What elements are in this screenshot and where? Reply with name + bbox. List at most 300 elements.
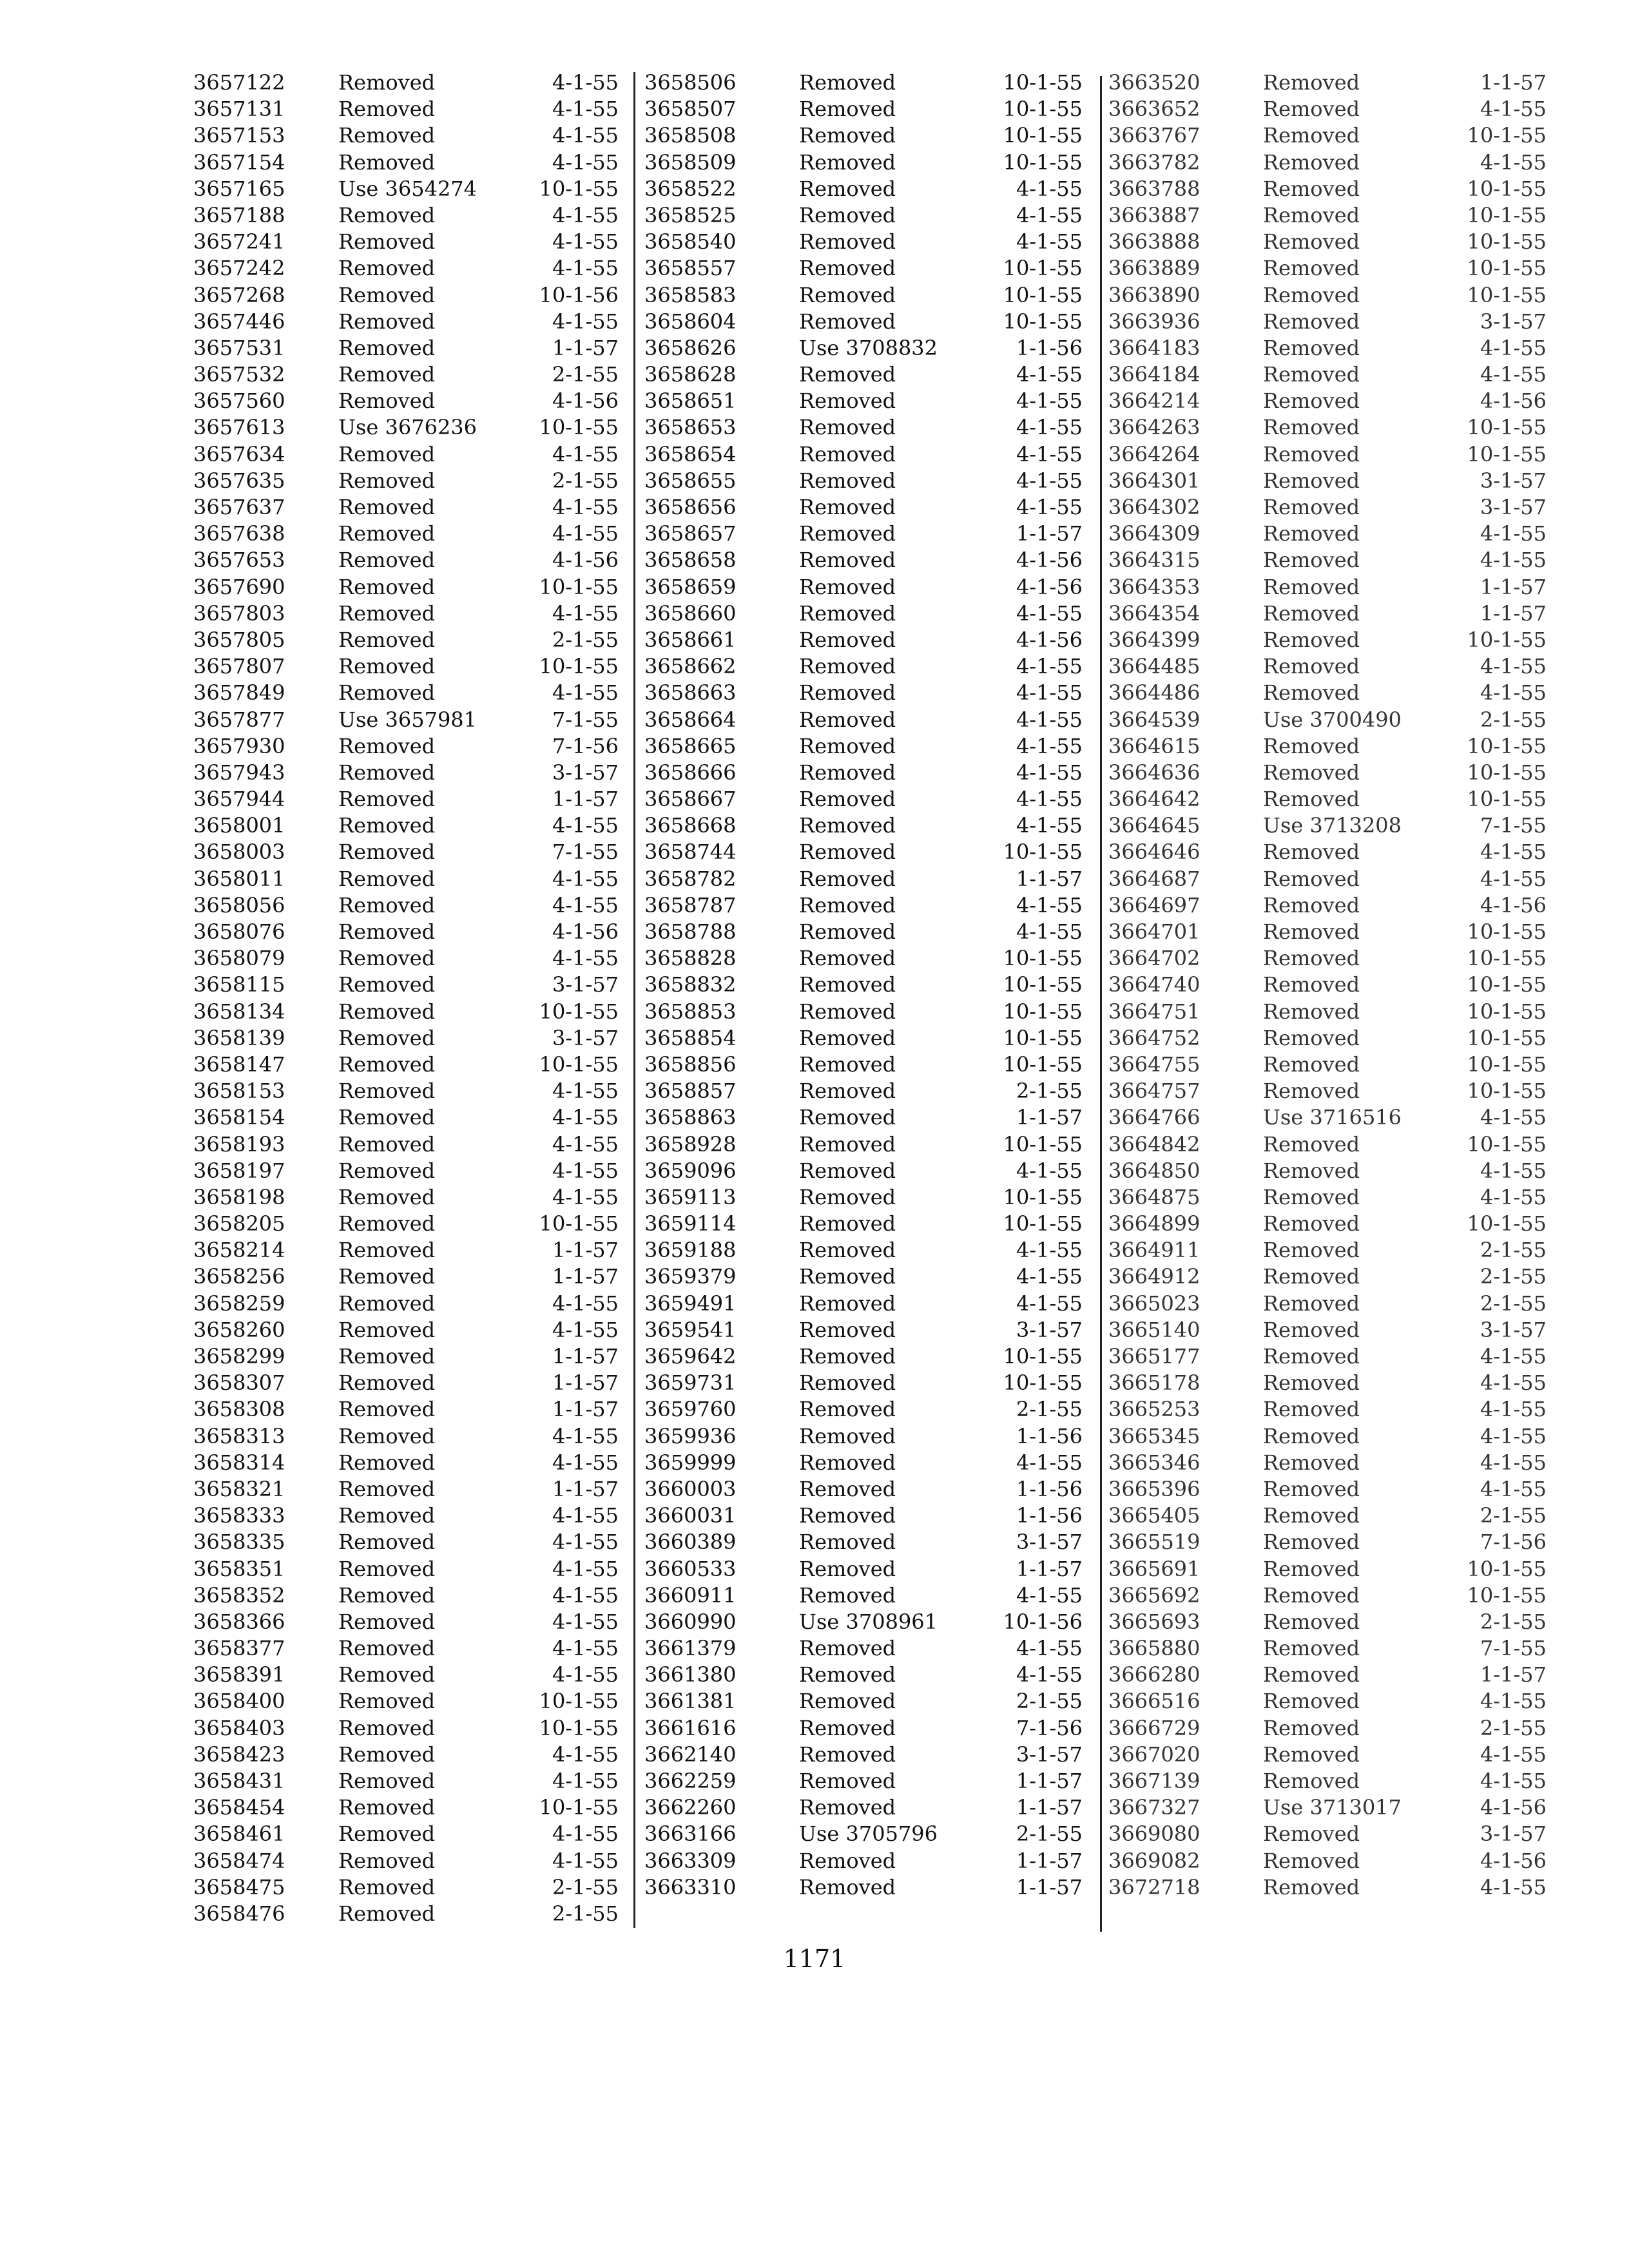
table-row <box>193 707 631 733</box>
part-number: 3659096 <box>644 1158 737 1183</box>
part-number: 3665177 <box>1108 1344 1200 1369</box>
status-text: Removed <box>1263 1344 1360 1369</box>
status-text: Removed <box>338 1556 436 1581</box>
status-text: Removed <box>1263 866 1360 891</box>
table-row <box>644 1715 1095 1742</box>
effective-date: 10-1-55 <box>539 1211 619 1236</box>
table-row <box>1108 999 1559 1025</box>
table-row <box>193 1131 631 1158</box>
effective-date: 3-1-57 <box>552 1025 619 1050</box>
part-number: 3658001 <box>193 813 285 838</box>
effective-date: 4-1-55 <box>552 149 619 175</box>
table-row <box>193 1476 631 1503</box>
effective-date: 2-1-55 <box>1016 1079 1083 1104</box>
part-number: 3658668 <box>644 813 737 838</box>
part-number: 3666516 <box>1108 1689 1200 1714</box>
table-row <box>193 1848 631 1874</box>
status-text: Removed <box>338 468 436 493</box>
part-number: 3665693 <box>1108 1609 1200 1634</box>
effective-date: 4-1-55 <box>552 1503 619 1528</box>
effective-date: 10-1-55 <box>1467 999 1547 1024</box>
status-text: Removed <box>1263 1848 1360 1873</box>
table-row <box>193 96 631 122</box>
table-row <box>193 839 631 865</box>
status-text: Removed <box>338 1450 436 1475</box>
part-number: 3658667 <box>644 787 737 812</box>
status-text: Removed <box>338 654 436 679</box>
status-text: Removed <box>1263 97 1360 122</box>
part-number: 3658658 <box>644 548 737 573</box>
effective-date: 4-1-56 <box>552 548 619 573</box>
part-number: 3658154 <box>193 1105 285 1130</box>
effective-date: 10-1-55 <box>1467 919 1547 944</box>
effective-date: 4-1-56 <box>1480 892 1547 918</box>
part-number: 3663310 <box>644 1874 737 1899</box>
part-number: 3658333 <box>193 1503 285 1528</box>
status-text: Removed <box>799 70 896 95</box>
part-number: 3664353 <box>1108 574 1200 599</box>
status-text: Removed <box>1263 1609 1360 1634</box>
status-text: Removed <box>338 548 436 573</box>
status-text: Removed <box>338 627 436 652</box>
table-row <box>1108 760 1559 786</box>
part-number: 3658423 <box>193 1742 285 1767</box>
part-number: 3669080 <box>1108 1821 1200 1847</box>
status-text: Removed <box>1263 1556 1360 1581</box>
status-text: Use 3654274 <box>338 176 477 201</box>
table-row <box>1108 1052 1559 1078</box>
part-number: 3659379 <box>644 1264 737 1289</box>
status-text: Removed <box>799 521 896 546</box>
status-text: Removed <box>799 1582 896 1608</box>
table-row <box>1108 1237 1559 1264</box>
page-number: 1171 <box>783 1945 846 1973</box>
part-number: 3658832 <box>644 972 737 997</box>
part-number: 3658214 <box>193 1238 285 1263</box>
effective-date: 4-1-55 <box>552 1556 619 1581</box>
effective-date: 3-1-57 <box>1016 1317 1083 1342</box>
part-number: 3657560 <box>193 389 285 414</box>
status-text: Removed <box>799 972 896 997</box>
effective-date: 4-1-55 <box>1480 1105 1547 1130</box>
table-row <box>193 229 631 255</box>
status-text: Removed <box>799 1874 896 1899</box>
table-row <box>193 361 631 388</box>
status-text: Removed <box>1263 362 1360 387</box>
part-number: 3658377 <box>193 1636 285 1661</box>
effective-date: 4-1-55 <box>552 256 619 281</box>
part-number: 3659760 <box>644 1397 737 1422</box>
part-number: 3664755 <box>1108 1052 1200 1077</box>
effective-date: 4-1-55 <box>552 1131 619 1157</box>
table-row <box>644 1370 1095 1396</box>
effective-date: 4-1-55 <box>552 309 619 334</box>
part-number: 3658507 <box>644 97 737 122</box>
effective-date: 4-1-55 <box>1016 1662 1083 1687</box>
part-number: 3659188 <box>644 1238 737 1263</box>
part-number: 3667327 <box>1108 1795 1200 1820</box>
part-number: 3658476 <box>193 1901 285 1926</box>
status-text: Removed <box>338 1423 436 1448</box>
part-number: 3658665 <box>644 733 737 758</box>
table-row <box>1108 547 1559 573</box>
part-number: 3664642 <box>1108 787 1200 812</box>
effective-date: 10-1-55 <box>539 654 619 679</box>
effective-date: 1-1-57 <box>552 1370 619 1396</box>
status-text: Removed <box>1263 1131 1360 1157</box>
effective-date: 4-1-55 <box>1480 1158 1547 1183</box>
table-row <box>193 601 631 627</box>
effective-date: 1-1-57 <box>552 1344 619 1369</box>
column-divider <box>1100 76 1102 1932</box>
table-row <box>193 733 631 760</box>
table-row <box>193 680 631 706</box>
part-number: 3657944 <box>193 787 285 812</box>
status-text: Removed <box>1263 1874 1360 1899</box>
table-row <box>1108 468 1559 494</box>
status-text: Removed <box>338 97 436 122</box>
effective-date: 4-1-55 <box>1480 1874 1547 1899</box>
status-text: Removed <box>1263 1291 1360 1316</box>
table-row <box>193 1901 631 1927</box>
part-number: 3667020 <box>1108 1742 1200 1767</box>
part-number: 3665346 <box>1108 1450 1200 1475</box>
table-row <box>1108 1503 1559 1529</box>
part-number: 3661379 <box>644 1636 737 1661</box>
part-number: 3658655 <box>644 468 737 493</box>
status-text: Removed <box>799 1662 896 1687</box>
part-number: 3659999 <box>644 1450 737 1475</box>
status-text: Removed <box>799 627 896 652</box>
table-row <box>193 1742 631 1768</box>
table-row <box>644 414 1095 441</box>
effective-date: 4-1-55 <box>1016 202 1083 227</box>
table-row <box>193 1237 631 1264</box>
part-number: 3659491 <box>644 1291 737 1316</box>
effective-date: 4-1-56 <box>1016 548 1083 573</box>
effective-date: 2-1-55 <box>1480 1503 1547 1528</box>
effective-date: 4-1-55 <box>1480 548 1547 573</box>
status-text: Removed <box>338 1582 436 1608</box>
table-row <box>193 1662 631 1688</box>
status-text: Removed <box>799 1848 896 1873</box>
status-text: Removed <box>338 70 436 95</box>
status-text: Removed <box>338 1874 436 1899</box>
table-row <box>193 388 631 414</box>
table-row <box>1108 441 1559 468</box>
part-number: 3658153 <box>193 1079 285 1104</box>
table-row <box>193 441 631 468</box>
part-number: 3662140 <box>644 1742 737 1767</box>
status-text: Removed <box>799 1689 896 1714</box>
status-text: Use 3716516 <box>1263 1105 1402 1130</box>
status-text: Removed <box>1263 999 1360 1024</box>
part-number: 3658604 <box>644 309 737 334</box>
status-text: Removed <box>799 548 896 573</box>
table-row <box>1108 1158 1559 1184</box>
part-number: 3664687 <box>1108 866 1200 891</box>
column-divider <box>633 72 635 1928</box>
status-text: Removed <box>799 574 896 599</box>
part-number: 3658400 <box>193 1689 285 1714</box>
part-number: 3658193 <box>193 1131 285 1157</box>
effective-date: 4-1-55 <box>552 1662 619 1687</box>
effective-date: 1-1-57 <box>1016 1105 1083 1130</box>
table-row <box>1108 202 1559 229</box>
table-row <box>644 1343 1095 1370</box>
table-row <box>644 1609 1095 1635</box>
effective-date: 2-1-55 <box>552 1901 619 1926</box>
status-text: Removed <box>338 1397 436 1422</box>
status-text: Use 3705796 <box>799 1821 938 1847</box>
table-row <box>1108 494 1559 521</box>
part-number: 3657805 <box>193 627 285 652</box>
table-row <box>193 786 631 812</box>
status-text: Removed <box>799 1769 896 1793</box>
effective-date: 4-1-55 <box>552 123 619 148</box>
status-text: Removed <box>338 1901 436 1926</box>
effective-date: 4-1-56 <box>552 389 619 414</box>
effective-date: 4-1-56 <box>1016 627 1083 652</box>
effective-date: 10-1-55 <box>1003 972 1083 997</box>
table-row <box>1108 707 1559 733</box>
effective-date: 10-1-55 <box>1467 627 1547 652</box>
effective-date: 4-1-55 <box>1016 760 1083 785</box>
effective-date: 1-1-57 <box>552 1238 619 1263</box>
table-row <box>1108 521 1559 547</box>
table-row <box>644 122 1095 149</box>
part-number: 3658656 <box>644 495 737 519</box>
status-text: Removed <box>1263 123 1360 148</box>
status-text: Removed <box>799 309 896 334</box>
table-row <box>644 627 1095 653</box>
effective-date: 7-1-56 <box>1480 1530 1547 1555</box>
table-row <box>644 468 1095 494</box>
part-number: 3658197 <box>193 1158 285 1183</box>
part-number: 3660031 <box>644 1503 737 1528</box>
part-number: 3665140 <box>1108 1317 1200 1342</box>
status-text: Removed <box>338 1636 436 1661</box>
status-text: Removed <box>799 1503 896 1528</box>
table-row <box>644 335 1095 361</box>
status-text: Removed <box>338 1609 436 1634</box>
part-number: 3658659 <box>644 574 737 599</box>
table-row <box>1108 1715 1559 1742</box>
part-number: 3659731 <box>644 1370 737 1396</box>
effective-date: 4-1-55 <box>1480 1689 1547 1714</box>
part-number: 3657637 <box>193 495 285 519</box>
part-number: 3660911 <box>644 1582 737 1608</box>
table-row <box>193 1609 631 1635</box>
part-number: 3663652 <box>1108 97 1200 122</box>
part-number: 3658454 <box>193 1795 285 1820</box>
status-text: Removed <box>1263 680 1360 706</box>
table-row <box>644 574 1095 601</box>
table-row <box>193 812 631 839</box>
table-row <box>193 1264 631 1290</box>
part-number: 3664214 <box>1108 389 1200 414</box>
effective-date: 10-1-55 <box>1003 840 1083 865</box>
part-number: 3658782 <box>644 866 737 891</box>
part-number: 3658854 <box>644 1025 737 1050</box>
status-text: Removed <box>799 495 896 519</box>
status-text: Removed <box>338 309 436 334</box>
part-number: 3664399 <box>1108 627 1200 652</box>
part-number: 3657165 <box>193 176 285 201</box>
table-row <box>644 1423 1095 1450</box>
effective-date: 1-1-56 <box>1016 1476 1083 1501</box>
effective-date: 4-1-56 <box>1480 389 1547 414</box>
part-number: 3658506 <box>644 70 737 95</box>
part-number: 3664757 <box>1108 1079 1200 1104</box>
part-number: 3658651 <box>644 389 737 414</box>
table-row <box>1108 1291 1559 1317</box>
part-number: 3663890 <box>1108 282 1200 307</box>
part-number: 3663309 <box>644 1848 737 1873</box>
table-row <box>193 468 631 494</box>
effective-date: 4-1-55 <box>1016 601 1083 626</box>
status-text: Removed <box>338 495 436 519</box>
part-number: 3665023 <box>1108 1291 1200 1316</box>
part-number: 3672718 <box>1108 1874 1200 1899</box>
table-column-2 <box>644 70 1095 1901</box>
part-number: 3664183 <box>1108 335 1200 360</box>
part-number: 3665178 <box>1108 1370 1200 1396</box>
status-text: Removed <box>799 1450 896 1475</box>
part-number: 3657446 <box>193 309 285 334</box>
effective-date: 4-1-55 <box>1480 521 1547 546</box>
part-number: 3658666 <box>644 760 737 785</box>
effective-date: 4-1-55 <box>1016 813 1083 838</box>
status-text: Removed <box>1263 919 1360 944</box>
table-row <box>1108 627 1559 653</box>
status-text: Removed <box>799 97 896 122</box>
status-text: Removed <box>799 1052 896 1077</box>
effective-date: 10-1-56 <box>1003 1609 1083 1634</box>
effective-date: 10-1-55 <box>1467 946 1547 971</box>
table-row <box>193 892 631 919</box>
table-row <box>644 361 1095 388</box>
status-text: Removed <box>1263 389 1360 414</box>
part-number: 3658509 <box>644 149 737 175</box>
status-text: Removed <box>1263 892 1360 918</box>
effective-date: 10-1-55 <box>1467 415 1547 440</box>
status-text: Removed <box>338 1317 436 1342</box>
effective-date: 3-1-57 <box>1480 309 1547 334</box>
table-column-3 <box>1108 70 1559 1901</box>
effective-date: 4-1-55 <box>1016 229 1083 255</box>
status-text: Removed <box>338 1105 436 1130</box>
part-number: 3658661 <box>644 627 737 652</box>
status-text: Removed <box>338 1503 436 1528</box>
effective-date: 4-1-55 <box>1480 97 1547 122</box>
effective-date: 4-1-55 <box>552 1636 619 1661</box>
effective-date: 2-1-55 <box>552 1874 619 1899</box>
status-text: Removed <box>799 707 896 732</box>
effective-date: 1-1-57 <box>1016 1848 1083 1873</box>
part-number: 3664184 <box>1108 362 1200 387</box>
part-number: 3657154 <box>193 149 285 175</box>
part-number: 3664302 <box>1108 495 1200 519</box>
status-text: Removed <box>1263 548 1360 573</box>
effective-date: 10-1-55 <box>1003 1052 1083 1077</box>
effective-date: 4-1-55 <box>1480 1423 1547 1448</box>
table-row <box>1108 1688 1559 1715</box>
table-row <box>644 1131 1095 1158</box>
effective-date: 2-1-55 <box>1480 1291 1547 1316</box>
status-text: Removed <box>1263 149 1360 175</box>
effective-date: 10-1-55 <box>1467 733 1547 758</box>
table-row <box>644 202 1095 229</box>
part-number: 3664842 <box>1108 1131 1200 1157</box>
table-row <box>644 760 1095 786</box>
table-row <box>1108 839 1559 865</box>
effective-date: 3-1-57 <box>1480 1317 1547 1342</box>
status-text: Removed <box>1263 282 1360 307</box>
effective-date: 10-1-56 <box>539 282 619 307</box>
part-number: 3657153 <box>193 123 285 148</box>
effective-date: 4-1-55 <box>1016 415 1083 440</box>
status-text: Removed <box>1263 1264 1360 1289</box>
table-row <box>644 96 1095 122</box>
status-text: Removed <box>338 202 436 227</box>
effective-date: 4-1-55 <box>1016 1158 1083 1183</box>
table-row <box>1108 1396 1559 1423</box>
part-number: 3657268 <box>193 282 285 307</box>
part-number: 3658522 <box>644 176 737 201</box>
part-number: 3659113 <box>644 1184 737 1209</box>
status-text: Removed <box>338 946 436 971</box>
table-row <box>193 494 631 521</box>
status-text: Removed <box>338 1238 436 1263</box>
status-text: Removed <box>1263 335 1360 360</box>
status-text: Removed <box>1263 309 1360 334</box>
status-text: Removed <box>799 601 896 626</box>
part-number: 3658259 <box>193 1291 285 1316</box>
table-row <box>644 1317 1095 1343</box>
effective-date: 3-1-57 <box>1016 1530 1083 1555</box>
status-text: Removed <box>1263 840 1360 865</box>
part-number: 3658628 <box>644 362 737 387</box>
effective-date: 10-1-55 <box>1467 202 1547 227</box>
table-row <box>193 122 631 149</box>
table-row <box>1108 1635 1559 1662</box>
table-row <box>644 547 1095 573</box>
table-row <box>644 1291 1095 1317</box>
table-row <box>644 1503 1095 1529</box>
status-text: Removed <box>1263 70 1360 95</box>
status-text: Removed <box>1263 1689 1360 1714</box>
status-text: Removed <box>1263 733 1360 758</box>
table-row <box>644 176 1095 202</box>
status-text: Removed <box>1263 574 1360 599</box>
part-number: 3663936 <box>1108 309 1200 334</box>
status-text: Removed <box>799 1476 896 1501</box>
status-text: Removed <box>1263 1503 1360 1528</box>
status-text: Removed <box>338 1530 436 1555</box>
effective-date: 1-1-57 <box>552 1397 619 1422</box>
status-text: Removed <box>799 892 896 918</box>
status-text: Removed <box>338 362 436 387</box>
status-text: Removed <box>338 760 436 785</box>
table-row <box>193 1025 631 1052</box>
part-number: 3658654 <box>644 441 737 466</box>
part-number: 3658828 <box>644 946 737 971</box>
status-text: Removed <box>799 1795 896 1820</box>
effective-date: 4-1-55 <box>1480 1769 1547 1793</box>
status-text: Removed <box>799 840 896 865</box>
table-row <box>644 1450 1095 1476</box>
